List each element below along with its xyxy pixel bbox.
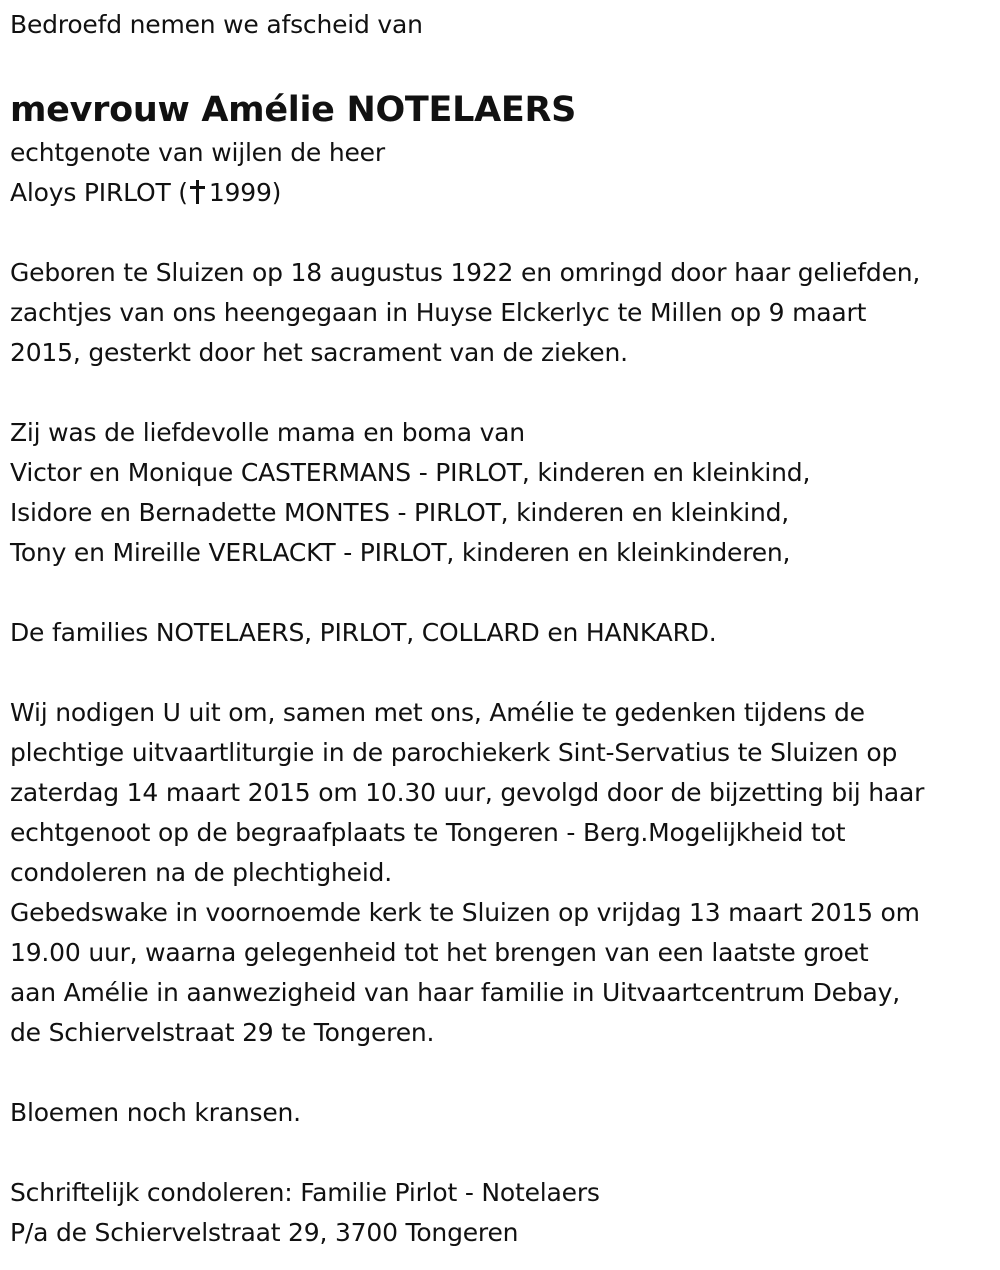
family-paragraph	[10, 413, 995, 573]
birth-paragraph	[10, 253, 995, 373]
condolence-line: Schriftelijk condoleren: Familie Pirlot - Notelaers	[10, 1178, 600, 1207]
paragraph-line: plechtige uitvaartliturgie in de parochiekerk Sint-Servatius te Sluizen op	[10, 738, 898, 767]
spouse-description: echtgenote van wijlen de heer	[10, 138, 385, 167]
intro-text: Bedroefd nemen we afscheid van	[10, 10, 423, 39]
paragraph-line: 2015, gesterkt door het sacrament van de zieken.	[10, 338, 628, 367]
paragraph-line: Geboren te Sluizen op 18 augustus 1922 en omringd door haar geliefden,	[10, 258, 921, 287]
paragraph-line: de Schiervelstraat 29 te Tongeren.	[10, 1018, 435, 1047]
spouse-death-year: 1999)	[208, 178, 282, 207]
paragraph-line: echtgenoot op de begraafplaats te Tongeren - Berg.Mogelijkheid tot	[10, 818, 846, 847]
paragraph-line: Gebedswake in voornoemde kerk te Sluizen op vrijdag 13 maart 2015 om	[10, 898, 920, 927]
deceased-name: mevrouw Amélie NOTELAERS	[10, 90, 577, 130]
spouse-name: Aloys PIRLOT (	[10, 178, 188, 207]
spacer	[10, 573, 995, 613]
paragraph-line: Wij nodigen U uit om, samen met ons, Amélie te gedenken tijdens de	[10, 698, 865, 727]
condolence-address	[10, 1173, 995, 1253]
paragraph-line: Zij was de liefdevolle mama en boma van	[10, 418, 525, 447]
paragraph-line: aan Amélie in aanwezigheid van haar familie in Uitvaartcentrum Debay,	[10, 978, 900, 1007]
address-line: P/a de Schiervelstraat 29, 3700 Tongeren	[10, 1218, 519, 1247]
spacer	[10, 1133, 995, 1173]
spacer	[10, 373, 995, 413]
latin-cross-icon	[190, 180, 204, 204]
death-notice	[10, 0, 995, 1253]
ceremony-paragraph	[10, 693, 995, 1053]
flowers-line: Bloemen noch kransen.	[10, 1098, 301, 1127]
family-member-line: Tony en Mireille VERLACKT - PIRLOT, kinderen en kleinkinderen,	[10, 538, 791, 567]
family-member-line: Isidore en Bernadette MONTES - PIRLOT, kinderen en kleinkind,	[10, 498, 790, 527]
family-member-line: Victor en Monique CASTERMANS - PIRLOT, kinderen en kleinkind,	[10, 458, 811, 487]
paragraph-line: zachtjes van ons heengegaan in Huyse Elckerlyc te Millen op 9 maart	[10, 298, 867, 327]
spacer	[10, 1053, 995, 1093]
families-line: De families NOTELAERS, PIRLOT, COLLARD en HANKARD.	[10, 618, 717, 647]
spacer	[10, 213, 995, 253]
paragraph-line: zaterdag 14 maart 2015 om 10.30 uur, gevolgd door de bijzetting bij haar	[10, 778, 925, 807]
paragraph-line: condoleren na de plechtigheid.	[10, 858, 392, 887]
spacer	[10, 653, 995, 693]
paragraph-line: 19.00 uur, waarna gelegenheid tot het brengen van een laatste groet	[10, 938, 869, 967]
spouse-name-line	[10, 173, 995, 213]
